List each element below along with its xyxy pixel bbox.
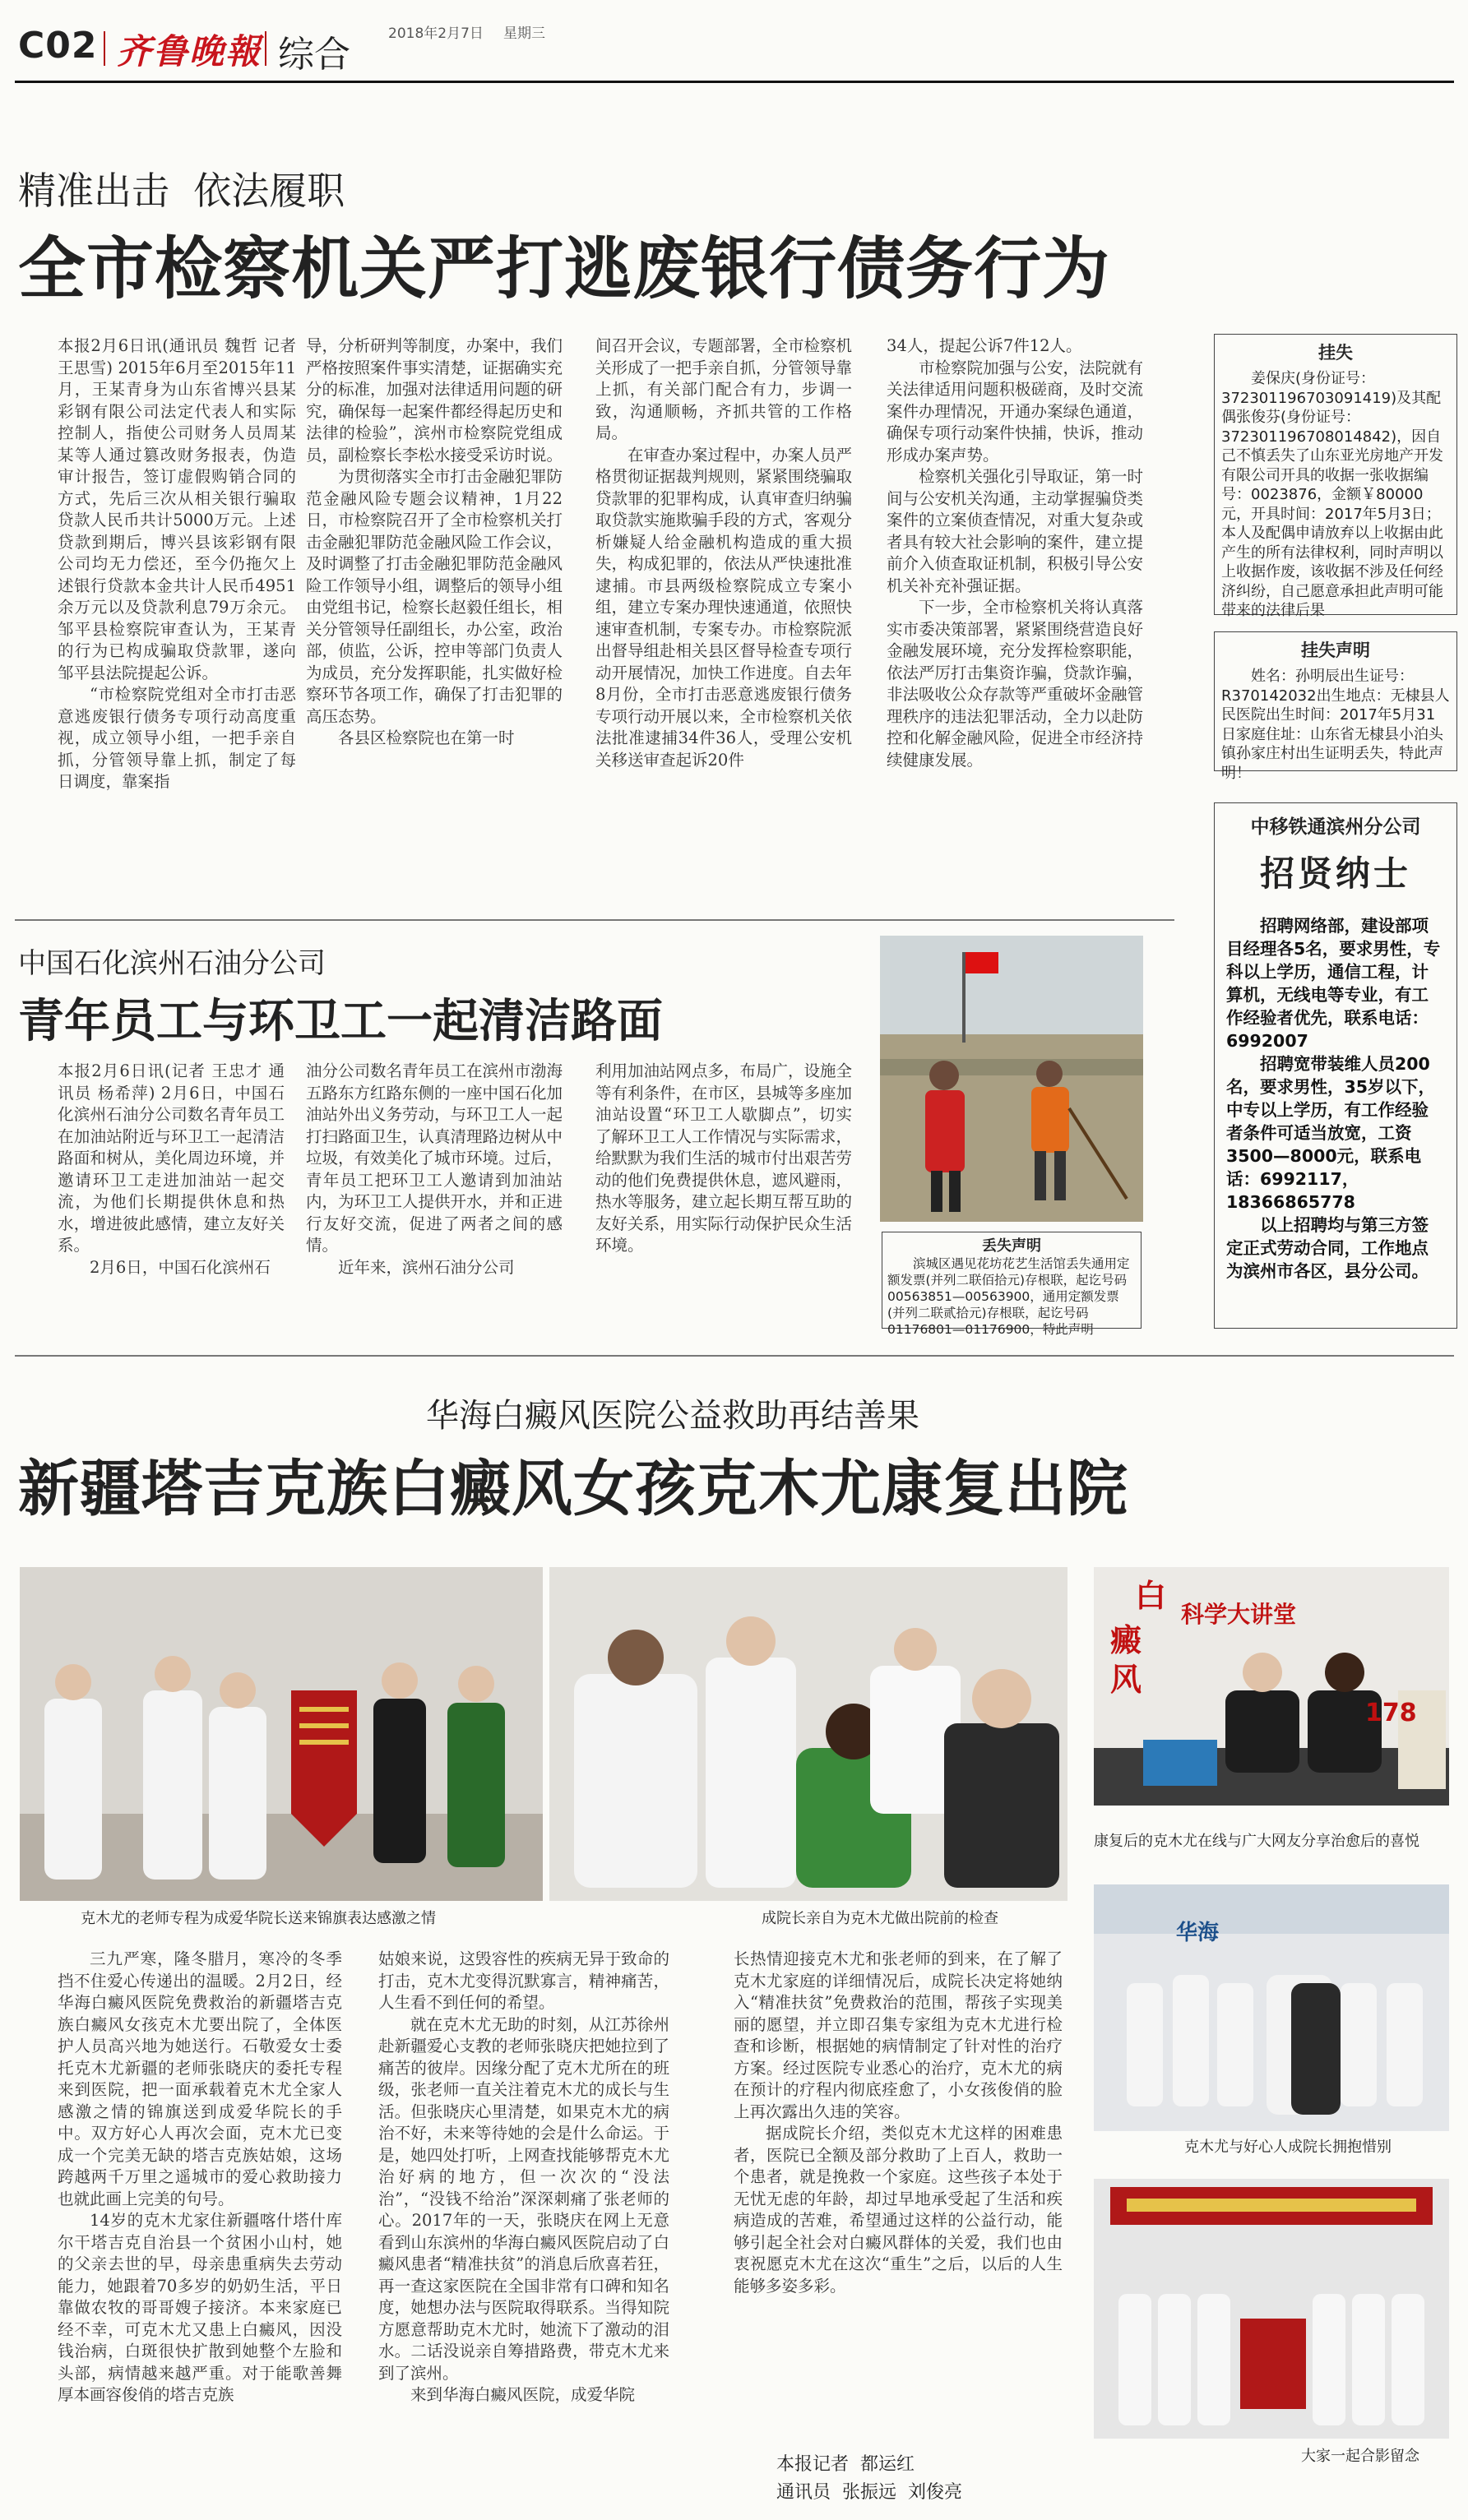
recruit-title: 招贤纳士 bbox=[1259, 853, 1411, 894]
header-divider-2 bbox=[265, 31, 266, 66]
recruit-para-2: 招聘宽带装维人员200名，要求男性，35岁以下，中专以上学历，有工作经验者条件可适当放宽，工资3500—8000元，联系电话：6992117，18366865778 bbox=[1226, 1054, 1436, 1212]
side-photo-group bbox=[1094, 2179, 1449, 2439]
article3-col-2 bbox=[378, 1949, 669, 2508]
article3-col3-para-2: 据成院长介绍，类似克木尤这样的困难患者，医院已全额及部分救助了上百人，救助一个患者，就是挽救一个家庭。这些孩子本处于无忧无虑的年龄，却过早地承受起了生活和疾病造成的苦难，希望通过这样的公益行动，能够引起全社会对白癜风群体的关爱，我们也由衷祝愿克木尤在这次“重生”之后，以后的人生能够多姿多彩。 bbox=[734, 2124, 1063, 2296]
side-banner-number: 178 bbox=[1365, 1699, 1417, 1727]
header-weekday: 星期三 bbox=[503, 25, 545, 42]
article1-col3-para-2: 在审查办案过程中，办案人员严格贯彻证据裁判规则，紧紧围绕骗取贷款罪的犯罪构成，认真审查归纳骗取贷款实施欺骗手段的方式，客观分析嫌疑人给金融机构造成的重大损失，构成犯罪的，依法从严快速批准逮捕。市县两级检察院成立专案小组，建立专案办理快速通道，依照快速审查机制，专案专办。市检察院派出督导组赴相关县区督导检查专项行动开展情况，加快工作进度。自去年8月份，全市打击恶意逃废银行债务专项行动开展以来，全市检察机关依法批准逮捕34件36人，受理公安机关移送审查起诉20件 bbox=[595, 445, 852, 770]
article3-photo-exam-illustration bbox=[549, 1567, 1067, 1901]
recruit-para-3: 以上招聘均与第三方签定正式劳动合同，工作地点为滨州市各区，县分公司。 bbox=[1226, 1215, 1429, 1281]
side-banner-char-2: 癜 bbox=[1110, 1622, 1142, 1658]
article1-col2-para-3: 各县区检察院也在第一时 bbox=[338, 728, 515, 747]
article3-photo-pennant bbox=[20, 1567, 543, 1901]
side-caption-1: 康复后的克木尤在线与广大网友分享治愈后的喜悦 bbox=[1094, 1833, 1419, 1850]
article2-col1-para-1: 本报2月6日讯(记者 王忠才 通讯员 杨希萍) 2月6日，中国石化滨州石油分公司数名青年员工在加油站附近与环卫工一起清洁路面和树从，美化周边环境，并邀请环卫工走进加油站一起交流，为他们长期提供休息和热水，增进彼此感情，建立友好关系。 bbox=[58, 1061, 285, 1255]
side-caption-2: 克木尤与好心人成院长拥抱惜别 bbox=[1184, 2139, 1392, 2156]
recruit-company: 中移铁通滨州分公司 bbox=[1250, 816, 1421, 838]
header-divider-1 bbox=[104, 31, 105, 66]
article3-photo-exam bbox=[549, 1567, 1067, 1901]
article1-col3-para-1: 间召开会议，专题部署，全市检察机关形成了一把手亲自抓，分管领导靠上抓，有关部门配合有力，步调一致，沟通顺畅，齐抓共管的工作格局。 bbox=[595, 336, 852, 442]
article1-col2-para-1: 导，分析研判等制度，办案中，我们严格按照案件事实清楚，证据确实充分的标准，加强对法律适用问题的研究，确保每一起案件都经得起历史和法律的检验”，滨州市检察院党组成员，副检察长李松水接受采访时说。 bbox=[306, 336, 563, 465]
section-name: 综合 bbox=[278, 34, 350, 76]
article3-col2-para-2: 就在克木尤无助的时刻，从江苏徐州赴新疆爱心支教的老师张晓庆把她拉到了痛苦的彼岸。因缘分配了克木尤所在的班级，张老师一直关注着克木尤的成长与生活。但张晓庆心里清楚，如果克木尤的病治不好，未来等待她的会是什么命运。于是，她四处打听，上网查找能够帮克木尤治好病的地方，但一次次的“没法治”，“没钱不给治”深深刺痛了张老师的心。2017年的一天，张晓庆在网上无意看到山东滨州的华海白癜风医院启动了白癜风患者“精准扶贫”的消息后欣喜若狂，再一查这家医院在全国非常有口碑和知名度，她想办法与医院取得联系。当得知院方愿意帮助克木尤时，她流下了激动的泪水。二话没说亲自筹措路费，带克木尤来到了滨州。 bbox=[378, 2014, 669, 2383]
lost-statement-text: 姓名：孙明辰出生证号：R370142032出生地点：无棣县人民医院出生时间：2017年5月31日家庭住址：山东省无棣县小泊头镇孙家庄村出生证明丢失，特此声明！ bbox=[1221, 668, 1450, 782]
article2-photo bbox=[880, 936, 1143, 1222]
article3-photo-pennant-illustration bbox=[20, 1567, 543, 1901]
side-banner-char-3: 风 bbox=[1110, 1662, 1142, 1698]
article1-headline: 全市检察机关严打逃废银行债务行为 bbox=[18, 230, 1111, 308]
article3-col2-para-3: 来到华海白癜风医院，成爱华院 bbox=[410, 2385, 636, 2404]
side-photo-hug-sign: 华海 bbox=[1176, 1921, 1220, 1945]
side-photo-hug bbox=[1094, 1884, 1449, 2131]
article2-lost-statement-text: 滨城区遇见花坊花艺生活馆丢失通用定额发票(并列二联佰拾元)存根联，起讫号码00563851—00563900，通用定额发票(并列二联贰拾元)存根联，起讫号码01176801—01176900，特此声明 bbox=[887, 1256, 1130, 1337]
article1-col-2 bbox=[306, 335, 563, 904]
article1-col1-para-1: 本报2月6日讯(通讯员 魏哲 记者 王思雪) 2015年6月至2015年11月，王某青身为山东省博兴县某彩钢有限公司法定代表人和实际控制人，指使公司财务人员周某某等人通过篡改财务报表，伪造审计报告，签订虚假购销合同的方式，先后三次从相关银行骗取贷款人民币共计5000万元。上述贷款到期后，博兴县该彩钢有限公司均无力偿还，至今仍拖欠上述银行贷款本金共计人民币4951余万元以及贷款利息79万余元。邹平县检察院审查认为，王某青的行为已构成骗取贷款罪，遂向邹平县法院提起公诉。 bbox=[58, 336, 296, 682]
lost-notice-title: 挂失 bbox=[1318, 343, 1353, 363]
article3-col-3 bbox=[734, 1949, 1063, 2417]
article3-photo-caption-1: 克木尤的老师专程为成爱华院长送来锦旗表达感激之情 bbox=[81, 1910, 436, 1927]
article2-col2-para-2: 近年来，滨州石油分公司 bbox=[338, 1257, 515, 1277]
article3-kicker: 华海白癜风医院公益救助再结善果 bbox=[426, 1397, 919, 1435]
lost-notice-box bbox=[1214, 334, 1457, 619]
article2-top-rule bbox=[15, 919, 1174, 921]
article3-top-rule bbox=[15, 1355, 1454, 1357]
article1-col4-para-2: 市检察院加强与公安，法院就有关法律适用问题积极磋商，及时交流案件办理情况，开通办案绿色通道，确保专项行动案件快捕，快诉，推动形成办案声势。 bbox=[887, 358, 1143, 465]
article1-col2-para-2: 为贯彻落实全市打击金融犯罪防范金融风险专题会议精神，1月22日，市检察院召开了全市检察机关打击金融犯罪防范金融风险工作会议，及时调整了打击金融犯罪防范金融风险工作领导小组，调整后的领导小组由党组书记，检察长赵毅任组长，相关分管领导任副组长，办公室，政治部，侦监，公诉，控申等部门负责人为成员，充分发挥职能，扎实做好检察环节各项工作，确保了打击犯罪的高压态势。 bbox=[306, 467, 563, 726]
article1-col-1 bbox=[58, 335, 296, 904]
article2-col1-para-2: 2月6日，中国石化滨州石 bbox=[90, 1257, 271, 1277]
article2-col-1 bbox=[58, 1061, 285, 1329]
article1-col4-para-3: 检察机关强化引导取证，第一时间与公安机关沟通，主动掌握骗贷类案件的立案侦查情况，对重大复杂或者具有较大社会影响的案件，建立提前介入侦查取证机制，积极引导公安机关补充补强证据。 bbox=[887, 467, 1143, 595]
side-photo-group-illustration bbox=[1094, 2179, 1449, 2439]
article1-col4-para-1: 34人，提起公诉7件12人。 bbox=[887, 336, 1082, 355]
article3-byline-reporter: 本报记者 都运红 bbox=[776, 2454, 915, 2475]
lost-statement-title: 挂失声明 bbox=[1301, 640, 1370, 660]
article2-lost-statement-box bbox=[882, 1232, 1142, 1337]
article2-col-2 bbox=[306, 1061, 563, 1329]
article3-col-1 bbox=[58, 1949, 342, 2508]
side-banner-char-1: 白 bbox=[1135, 1578, 1167, 1614]
article3-col3-para-1: 长热情迎接克木尤和张老师的到来，在了解了克木尤家庭的详细情况后，成院长决定将她纳入“精准扶贫”免费救治的范围，帮孩子实现美丽的愿望，并立即召集专家组为克木尤进行检查和诊断，根据她的病情制定了针对性的治疗方案。经过医院专业悉心的治疗，克木尤的病在预计的疗程内彻底痊愈了，小女孩俊俏的脸上再次露出久违的笑容。 bbox=[734, 1949, 1063, 2121]
article3-byline-correspondent: 通讯员 张振远 刘俊亮 bbox=[776, 2482, 962, 2503]
article2-lost-statement-title: 丢失声明 bbox=[982, 1237, 1041, 1255]
recruit-para-1: 招聘网络部，建设部项目经理各5名，要求男性，专科以上学历，通信工程，计算机，无线电等专业，有工作经验者优先，联系电话：6992007 bbox=[1226, 916, 1441, 1051]
side-banner-lecture: 科学大讲堂 bbox=[1181, 1601, 1297, 1628]
article3-col2-para-1: 姑娘来说，这毁容性的疾病无异于致命的打击，克木尤变得沉默寡言，精神痛苦，人生看不到任何的希望。 bbox=[378, 1949, 669, 2012]
article2-col3-para-1: 利用加油站网点多，布局广，设施全等有利条件，在市区，县城等多座加油站设置“环卫工人歇脚点”，切实了解环卫工人工作情况与实际需求，给默默为我们生活的城市付出艰苦劳动的他们免费提供休息，遮风避雨，热水等服务，建立起长期互帮互助的友好关系，用实际行动保护民众生活环境。 bbox=[595, 1061, 852, 1255]
side-caption-3: 大家一起合影留念 bbox=[1301, 2448, 1419, 2465]
recruit-box bbox=[1214, 802, 1457, 1329]
article1-col1-para-2: “市检察院党组对全市打击恶意逃废银行债务专项行动高度重视，成立领导小组，一把手亲自抓，分管领导靠上抓，制定了每日调度，靠案指 bbox=[58, 685, 296, 791]
lost-notice-text: 姜保庆(身份证号：372301196703091419)及其配偶张俊芬(身份证号：372301196708014842)，因自己不慎丢失了山东亚光房地产开发有限公司开具的收据一张收据编号：0023876，金额￥80000元，开具时间：2017年5月3日；本人及配偶申请放弃以上收据由此产生的所有法律权利，同时声明以上收据作废，该收据不涉及任何经济纠纷，自己愿意承担此声明可能带来的法律后果 bbox=[1221, 370, 1443, 619]
header-date: 2018年2月7日 bbox=[388, 25, 484, 42]
article2-headline: 青年员工与环卫工一起清洁路面 bbox=[18, 995, 663, 1048]
article3-col1-para-2: 14岁的克木尤家住新疆喀什塔什库尔干塔吉克自治县一个贫困小山村，她的父亲去世的早，母亲患重病失去劳动能力，她跟着70多岁的奶奶生活，平日靠做农牧的哥哥嫂子接济。本来家庭已经不幸，可克木尤又患上白癜风，因没钱治病，白斑很快扩散到她整个左脸和头部，病情越来越严重。对于能歌善舞厚本画容俊俏的塔吉克族 bbox=[58, 2211, 342, 2404]
article2-photo-illustration bbox=[880, 936, 1143, 1222]
page-code: C02 bbox=[18, 25, 98, 67]
article1-col-4 bbox=[887, 335, 1143, 904]
article2-col-3 bbox=[595, 1061, 852, 1329]
article3-headline: 新疆塔吉克族白癜风女孩克木尤康复出院 bbox=[18, 1454, 1128, 1524]
header-rule bbox=[15, 81, 1454, 83]
side-photo-hug-illustration bbox=[1094, 1884, 1449, 2131]
article3-col1-para-1: 三九严寒，隆冬腊月，寒冷的冬季挡不住爱心传递出的温暖。2月2日，经华海白癜风医院免费救治的新疆塔吉克族白癜风女孩克木尤要出院了，全体医护人员高兴地为她送行。石敬爱女士委托克木尤新疆的老师张晓庆的委托专程来到医院，把一面承载着克木尤全家人感激之情的锦旗送到成爱华院长的手中。双方好心人再次会面，克木尤已变成一个完美无缺的塔吉克族姑娘，这场跨越两千万里之遥城市的爱心救助接力也就此画上完美的句号。 bbox=[58, 1949, 342, 2208]
article1-col4-para-4: 下一步，全市检察机关将认真落实市委决策部署，紧紧围绕营造良好金融发展环境，充分发挥检察职能，依法严厉打击集资诈骗，贷款诈骗，非法吸收公众存款等严重破坏金融管理秩序的违法犯罪活动，全力以赴防控和化解金融风险，促进全市经济持续健康发展。 bbox=[887, 598, 1143, 770]
lost-statement-box bbox=[1214, 631, 1457, 782]
article1-col-3 bbox=[595, 335, 852, 904]
article2-kicker: 中国石化滨州石油分公司 bbox=[18, 947, 326, 980]
paper-logo: 齐鲁晚報 bbox=[117, 31, 262, 72]
article2-col2-para-1: 油分公司数名青年员工在滨州市渤海五路东方红路东侧的一座中国石化加油站外出义务劳动，与环卫工人一起打扫路面卫生，认真清理路边树从中垃圾，有效美化了城市环境。过后，青年员工把环卫工人邀请到加油站内，为环卫工人提供开水，并和正进行友好交流，促进了两者之间的感情。 bbox=[306, 1061, 563, 1255]
article3-photo-caption-2: 成院长亲自为克木尤做出院前的检查 bbox=[762, 1910, 998, 1927]
article1-kicker: 精准出击 依法履职 bbox=[18, 169, 345, 213]
